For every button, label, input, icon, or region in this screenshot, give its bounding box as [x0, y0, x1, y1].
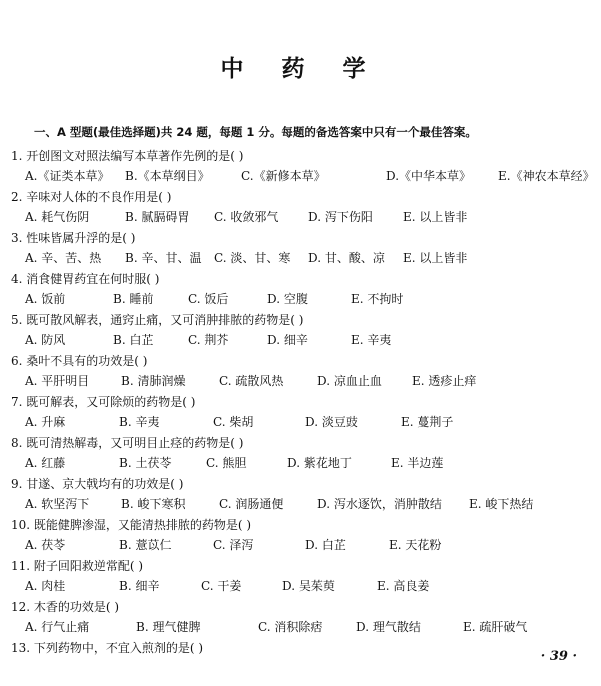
option-d: D. 细辛: [267, 333, 308, 347]
page-title: 中 药 学: [220, 56, 381, 82]
option-a: A. 饭前: [25, 292, 66, 306]
question-13: [11, 637, 596, 678]
option-a: A. 茯苓: [25, 538, 66, 552]
option-e: E. 天花粉: [389, 538, 442, 552]
option-d: D. 泻水逐饮，消肿散结: [317, 497, 442, 511]
option-d: D. 凉血止血: [317, 374, 382, 388]
option-c: C. 干姜: [201, 579, 242, 593]
option-c: C. 收敛邪气: [214, 210, 279, 224]
question-8: [11, 432, 596, 473]
option-e: E. 半边莲: [391, 456, 444, 470]
question-options: [11, 290, 591, 308]
option-d: D.《中华本草》: [386, 169, 472, 183]
option-c: C. 熊胆: [206, 456, 247, 470]
question-options: [11, 536, 591, 554]
option-c: C. 荆芥: [188, 333, 229, 347]
question-2: [11, 186, 596, 227]
option-c: C. 润肠通便: [219, 497, 284, 511]
option-e: E. 高良姜: [377, 579, 430, 593]
question-options: [11, 577, 591, 595]
question-5: [11, 309, 596, 350]
question-stem: 9. 甘遂、京大戟均有的功效是( ): [11, 477, 184, 491]
page-number: · 39 ·: [540, 649, 577, 664]
question-7: [11, 391, 596, 432]
option-e: E. 蔓荆子: [401, 415, 454, 429]
question-stem: 12. 木香的功效是( ): [11, 600, 120, 614]
section-heading: 一、A 型题(最佳选择题)共 24 题，每题 1 分。每题的备选答案中只有一个最佳答案。: [34, 125, 477, 139]
option-d: D. 白芷: [305, 538, 346, 552]
question-1: [11, 145, 596, 186]
option-a: A. 平肝明目: [25, 374, 90, 388]
option-b: B. 辛夷: [119, 415, 160, 429]
option-b: B. 峻下寒积: [121, 497, 186, 511]
option-d: D. 泻下伤阳: [308, 210, 373, 224]
question-list: [11, 145, 596, 678]
question-options: [11, 208, 591, 226]
option-e: E. 以上皆非: [403, 210, 468, 224]
option-e: E. 不拘时: [351, 292, 404, 306]
question-4: [11, 268, 596, 309]
question-options: [11, 331, 591, 349]
option-c: C. 柴胡: [213, 415, 254, 429]
option-a: A. 行气止痛: [25, 620, 90, 634]
question-12: [11, 596, 596, 637]
option-e: E. 峻下热结: [469, 497, 534, 511]
option-b: B. 清肺润燥: [121, 374, 186, 388]
option-e: E. 辛夷: [351, 333, 392, 347]
option-a: A.《证类本草》: [25, 169, 110, 183]
option-b: B. 理气健脾: [136, 620, 201, 634]
option-e: E.《神农本草经》: [498, 169, 595, 183]
question-stem: 10. 既能健脾渗湿，又能清热排脓的药物是( ): [11, 518, 252, 532]
question-options: [11, 372, 591, 390]
option-d: D. 紫花地丁: [287, 456, 352, 470]
option-d: D. 淡豆豉: [305, 415, 358, 429]
question-options: [11, 413, 591, 431]
option-b: B. 辛、甘、温: [125, 251, 202, 265]
option-a: A. 红藤: [25, 456, 66, 470]
question-options: [11, 618, 591, 636]
option-b: B. 睡前: [113, 292, 154, 306]
option-b: B. 白芷: [113, 333, 154, 347]
option-a: A. 升麻: [25, 415, 66, 429]
option-b: B. 腻膈碍胃: [125, 210, 190, 224]
option-d: D. 理气散结: [356, 620, 421, 634]
question-6: [11, 350, 596, 391]
option-b: B.《本草纲目》: [125, 169, 210, 183]
option-b: B. 土茯苓: [119, 456, 172, 470]
question-options: [11, 454, 591, 472]
option-b: B. 细辛: [119, 579, 160, 593]
option-e: E. 透疹止痒: [412, 374, 477, 388]
option-c: C. 泽泻: [213, 538, 254, 552]
option-a: A. 辛、苦、热: [25, 251, 102, 265]
option-a: A. 耗气伤阴: [25, 210, 90, 224]
question-stem: 4. 消食健胃药宜在何时服( ): [11, 272, 160, 286]
question-options: [11, 249, 591, 267]
option-a: A. 软坚泻下: [25, 497, 90, 511]
question-3: [11, 227, 596, 268]
option-b: B. 薏苡仁: [119, 538, 172, 552]
option-c: C. 疏散风热: [219, 374, 284, 388]
option-a: A. 防风: [25, 333, 66, 347]
option-d: D. 吴茱萸: [282, 579, 335, 593]
question-stem: 1. 开创图文对照法编写本草著作先例的是( ): [11, 149, 244, 163]
question-stem: 6. 桑叶不具有的功效是( ): [11, 354, 148, 368]
question-stem: 8. 既可清热解毒，又可明目止痉的药物是( ): [11, 436, 244, 450]
question-10: [11, 514, 596, 555]
question-stem: 13. 下列药物中，不宜入煎剂的是( ): [11, 641, 204, 655]
question-stem: 3. 性味皆属升浮的是( ): [11, 231, 136, 245]
question-9: [11, 473, 596, 514]
question-stem: 11. 附子回阳救逆常配( ): [11, 559, 144, 573]
question-11: [11, 555, 596, 596]
option-e: E. 以上皆非: [403, 251, 468, 265]
option-a: A. 肉桂: [25, 579, 66, 593]
option-c: C.《新修本草》: [241, 169, 326, 183]
option-e: E. 疏肝破气: [463, 620, 528, 634]
option-d: D. 空腹: [267, 292, 308, 306]
question-stem: 2. 辛味对人体的不良作用是( ): [11, 190, 172, 204]
option-c: C. 淡、甘、寒: [214, 251, 291, 265]
option-c: C. 消积除痞: [258, 620, 323, 634]
question-options: [11, 167, 595, 185]
question-stem: 5. 既可散风解表，通窍止痛，又可消肿排脓的药物是( ): [11, 313, 304, 327]
question-stem: 7. 既可解表，又可除烦的药物是( ): [11, 395, 196, 409]
option-c: C. 饭后: [188, 292, 229, 306]
question-options: [11, 495, 591, 513]
option-d: D. 甘、酸、凉: [308, 251, 385, 265]
